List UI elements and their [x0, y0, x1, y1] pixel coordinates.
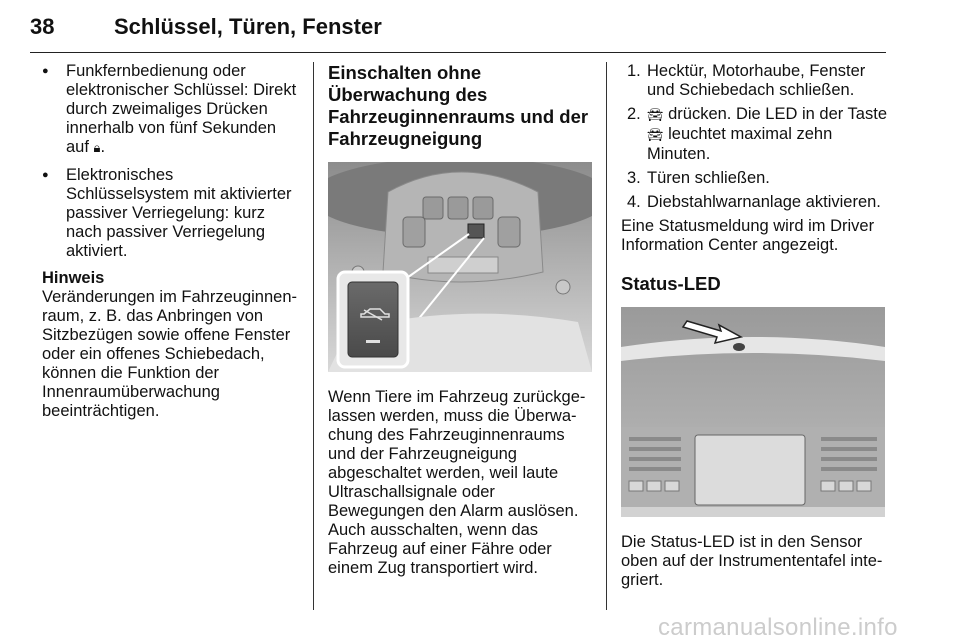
- column-divider-right: [606, 62, 607, 610]
- note-text: Veränderungen im Fahrzeuginnenraum, z. B. das Anbringen von Sitzbezügen sowie offene Fenster oder ein offenes Schiebedach, können die Funktion der Innenraumüberwachung beeinträchtigen.: [42, 288, 298, 420]
- step-text: Türen schließen.: [647, 169, 770, 187]
- status-led-figure: [621, 307, 885, 517]
- note-title: Hinweis: [42, 269, 105, 287]
- step-number: 2.: [627, 105, 641, 123]
- bullet-electronic-key: [42, 166, 300, 261]
- column-divider-left: [313, 62, 314, 610]
- step-number: 1.: [627, 62, 641, 80]
- bullet-remote-control: [42, 62, 300, 158]
- dashboard-illustration: [621, 307, 885, 517]
- car-tilt-icon: 🚘︎: [647, 128, 664, 143]
- step-2: [621, 105, 887, 164]
- overhead-console-figure: [328, 162, 592, 372]
- chapter-title: Schlüssel, Türen, Fenster: [114, 14, 382, 39]
- step-number: 4.: [627, 193, 641, 211]
- step-1: [621, 62, 887, 100]
- lock-icon: 🔒︎: [93, 141, 101, 156]
- page-number: 38: [30, 14, 55, 39]
- middle-column: [328, 62, 592, 578]
- bullet-text: Elektronisches Schlüsselsystem mit aktivierter passiver Verriegelung: kurz nach passiver Verriegelung aktiviert.: [66, 166, 292, 260]
- bullet-text: Funkfernbedienung oder elektronischer Schlüssel: Direkt durch zweimaliges Drücken innerhalb von fünf Sekunden auf: [66, 62, 297, 156]
- watermark: carmanualsonline.info: [658, 614, 898, 641]
- step-number: 3.: [627, 169, 641, 187]
- step-3: [621, 169, 887, 188]
- status-led-description: Die Status-LED ist in den Sensor oben auf der Instrumententafel integriert.: [621, 533, 883, 589]
- step-text: drücken. Die LED in der Taste: [663, 105, 887, 123]
- status-led-heading: Status-LED: [621, 273, 721, 294]
- page-header: [30, 8, 886, 53]
- step-4: [621, 193, 887, 212]
- bullet-suffix: .: [100, 138, 106, 156]
- right-column: [621, 62, 887, 590]
- left-column: [42, 62, 300, 421]
- car-tilt-icon: 🚘︎: [647, 108, 664, 123]
- step-text-continued: leuchtet maximal zehn Minuten.: [647, 125, 833, 163]
- status-message-text: Eine Statusmeldung wird im Driver Information Center angezeigt.: [621, 217, 875, 254]
- section-body: Wenn Tiere im Fahrzeug zurückgelassen werden, muss die Überwachung des Fahrzeuginnenraums und der Fahrzeugneigung abgeschaltet werden, weil laute Ultraschallsignale oder Bewegungen den Alarm auslösen. Auch ausschalten, wenn das Fahrzeug auf einer Fähre oder einem Zug transportiert wird.: [328, 388, 586, 577]
- step-text: Diebstahlwarnanlage aktivieren.: [647, 193, 881, 211]
- step-text: Hecktür, Motorhaube, Fenster und Schiebedach schließen.: [647, 62, 866, 99]
- section-heading-without-monitoring: Einschalten ohne Überwachung des Fahrzeuginnenraums und der Fahrzeugneigung: [328, 62, 589, 149]
- overhead-console-illustration: [328, 162, 592, 372]
